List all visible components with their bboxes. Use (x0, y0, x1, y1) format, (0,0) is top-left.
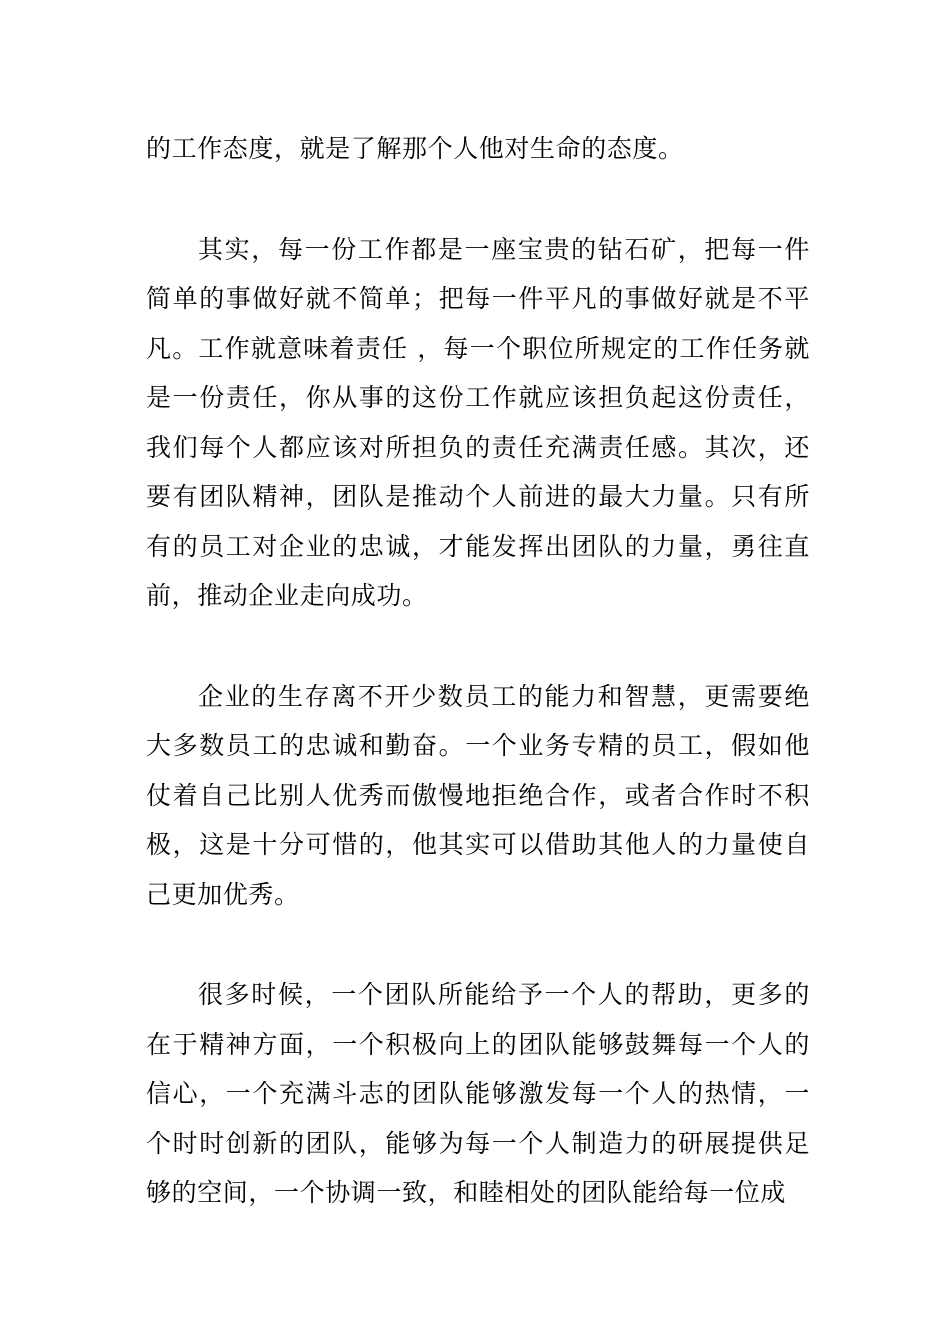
paragraph-loyalty: 企业的生存离不开少数员工的能力和智慧，更需要绝大多数员工的忠诚和勤奋。一个业务专精的员工，假如他仗着自己比别人优秀而傲慢地拒绝合作，或者合作时不积极，这是十分可惜的，他其实可以借助其他人的力量使自己更加优秀。 (146, 681, 810, 909)
document-page (146, 124, 810, 1218)
paragraph-team-spirit: 很多时候，一个团队所能给予一个人的帮助，更多的在于精神方面，一个积极向上的团队能够鼓舞每一个人的信心，一个充满斗志的团队能够激发每一个人的热情，一个时时创新的团队，能够为每一个人制造力的研展提供足够的空间，一个协调一致，和睦相处的团队能给每一位成 (146, 980, 810, 1207)
paragraph-responsibility: 其实，每一份工作都是一座宝贵的钻石矿，把每一件简单的事做好就不简单；把每一件平凡的事做好就是不平凡。工作就意味着责任 ，每一个职位所规定的工作任务就是一份责任，你从事的这份工作就应该担负起这份责任，我们每个人都应该对所担负的责任充满责任感。其次，还要有团队精神，团队是推动个人前进的最大力量。只有所有的员工对企业的忠诚，才能发挥出团队的力量，勇往直前，推动企业走向成功。 (146, 234, 810, 610)
paragraph-continuation: 的工作态度，就是了解那个人他对生命的态度。 (146, 134, 684, 163)
